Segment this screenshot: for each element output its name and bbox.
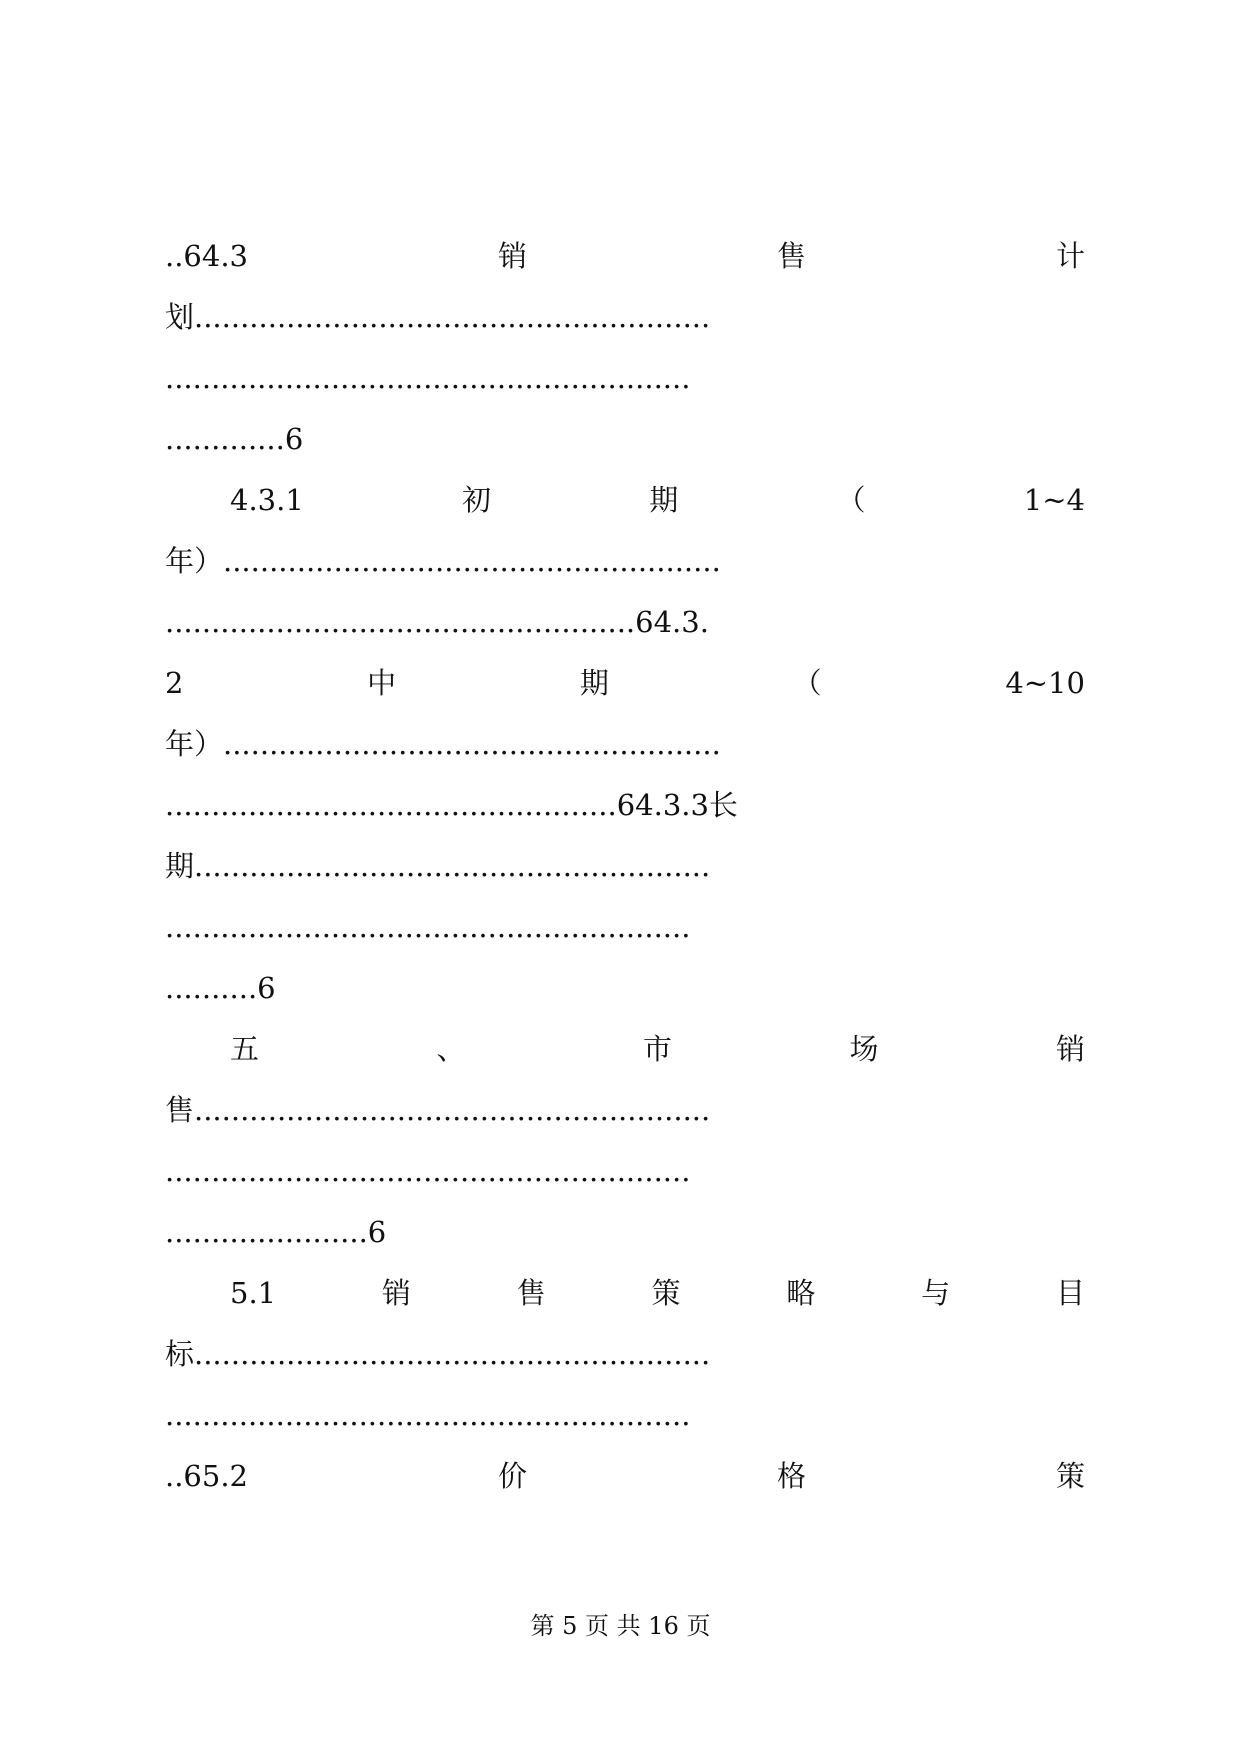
toc-dot-leader: ......................................................... (165, 1398, 691, 1432)
toc-page-number-line: ..........6 (165, 971, 276, 1005)
toc-text: 期 (579, 666, 609, 700)
toc-text: 2 (165, 666, 184, 700)
toc-line: 划........................................................ (165, 300, 711, 334)
toc-line-5-2 (165, 1452, 1085, 1500)
toc-line-4-3-sales-plan (165, 232, 1085, 280)
toc-page-number-line: .............6 (165, 422, 304, 456)
toc-text: 市 (642, 1032, 672, 1066)
toc-text: 五 (230, 1032, 260, 1066)
toc-text: 、 (436, 1032, 466, 1066)
toc-text: 售 (776, 239, 806, 273)
toc-text: 价 (497, 1459, 527, 1493)
toc-line-4-3-2 (165, 659, 1085, 707)
toc-page-number-line: ......................6 (165, 1215, 387, 1249)
toc-text: 销 (497, 239, 527, 273)
toc-text: 5.1 (230, 1276, 277, 1310)
toc-dot-leader: ......................................................... (165, 361, 691, 395)
toc-text: 期 (649, 483, 679, 517)
toc-text: 格 (776, 1459, 806, 1493)
toc-text: 售 (516, 1276, 546, 1310)
toc-text: 4.3.1 (230, 483, 304, 517)
toc-line: 售........................................................ (165, 1093, 711, 1127)
toc-text: ..64.3 (165, 239, 249, 273)
toc-line: 年）...................................................... (165, 544, 721, 578)
toc-dot-leader: ......................................................... (165, 1154, 691, 1188)
toc-text: 策 (651, 1276, 681, 1310)
toc-text: 4~10 (1005, 666, 1085, 700)
page-footer: 第 5 页 共 16 页 (530, 1612, 711, 1640)
toc-text: 1~4 (1023, 483, 1085, 517)
toc-text: 目 (1055, 1276, 1085, 1310)
toc-text: 销 (1055, 1032, 1085, 1066)
toc-text: 销 (381, 1276, 411, 1310)
toc-line: 标........................................................ (165, 1337, 711, 1371)
toc-text: 初 (462, 483, 492, 517)
toc-text: 略 (786, 1276, 816, 1310)
toc-text: （ (792, 666, 822, 700)
toc-text: 计 (1055, 239, 1085, 273)
toc-text: ..65.2 (165, 1459, 249, 1493)
toc-text: （ (836, 483, 866, 517)
toc-line-section-5 (230, 1025, 1085, 1073)
toc-line-5-1 (230, 1269, 1085, 1317)
toc-line: 年）...................................................... (165, 727, 721, 761)
toc-text: 场 (849, 1032, 879, 1066)
toc-dot-leader: ...................................................64.3. (165, 605, 709, 639)
toc-text: 策 (1055, 1459, 1085, 1493)
toc-dot-leader: ......................................................... (165, 910, 691, 944)
toc-dot-leader: .................................................64.3.3长 (165, 788, 738, 822)
toc-line: 期........................................................ (165, 849, 711, 883)
toc-text: 中 (367, 666, 397, 700)
toc-text: 与 (921, 1276, 951, 1310)
toc-line-4-3-1 (230, 476, 1085, 524)
